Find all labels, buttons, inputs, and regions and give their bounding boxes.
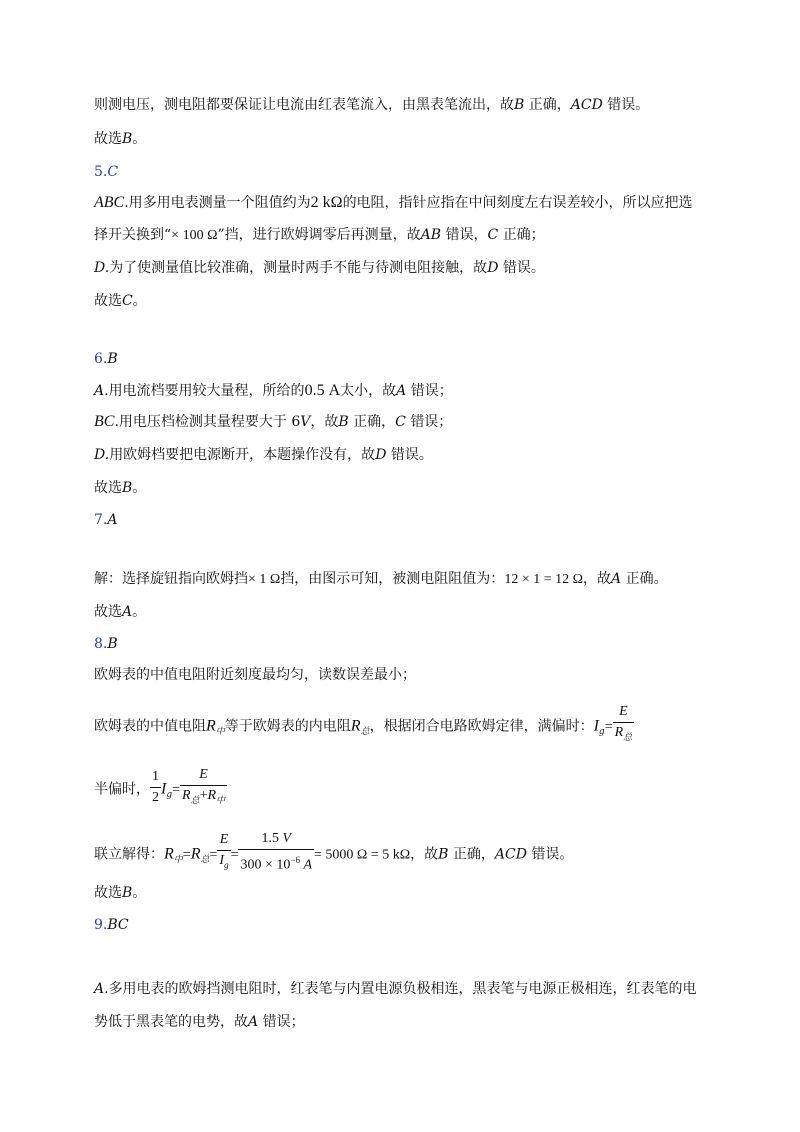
equals: =: [209, 847, 218, 863]
text-line: [94, 291, 147, 311]
text: 。: [132, 885, 147, 901]
option-letter: C: [395, 414, 406, 430]
text: ”挡，进行欧姆调零后再测量，故: [217, 227, 421, 243]
text-line: [94, 883, 146, 903]
subscript: 中: [215, 727, 225, 738]
option-letter: D: [375, 447, 387, 463]
text: 错误。: [607, 97, 650, 113]
math-symbol: I: [161, 780, 167, 798]
text: 错误。: [531, 846, 574, 863]
text: 错误；: [262, 1014, 305, 1030]
text-line: [94, 95, 649, 115]
text: .用多用电表测量一个阻值约为: [124, 195, 311, 211]
text: 错误。: [502, 260, 545, 276]
text: .用电压档检测其量程要大于 6: [114, 414, 301, 430]
text: 太小，故: [340, 383, 397, 399]
q-num: 9.: [94, 917, 108, 933]
text-line: [94, 445, 433, 465]
text: 错误。: [390, 447, 433, 463]
option-letter: A.: [94, 981, 109, 997]
formula-line: [94, 832, 573, 880]
text: 用电流档要用较大量程，所给的: [108, 383, 305, 399]
subscript: 总: [360, 727, 370, 738]
q-answer: A: [107, 512, 118, 528]
option-letter: D.: [94, 447, 110, 463]
numerator: E: [619, 704, 628, 719]
denominator: 2: [152, 789, 159, 805]
q-answer: B: [107, 636, 118, 652]
option-letter: B: [122, 131, 133, 147]
option-letter: B: [438, 846, 449, 863]
math: 2 kΩ: [310, 194, 343, 211]
fraction: [238, 830, 314, 875]
math-symbol: R: [190, 845, 201, 863]
equals: =: [172, 782, 180, 798]
text-line: [94, 979, 697, 999]
text: 择开关换到“: [94, 227, 172, 243]
question-number: [94, 349, 118, 369]
option-letter: A.: [94, 383, 109, 399]
text: 正确。: [625, 571, 668, 587]
text: 错误；: [410, 414, 453, 430]
text: 联立解得：: [94, 846, 164, 863]
text: 错误，: [445, 227, 488, 243]
option-letter: A: [396, 383, 407, 399]
subscript: 总: [200, 855, 210, 866]
math: × 1 Ω: [248, 572, 281, 587]
numerator: 1.5 V: [261, 831, 292, 846]
option-letter: B: [338, 414, 349, 430]
q-answer: B: [107, 351, 118, 367]
option-letter: A: [248, 1014, 259, 1030]
math-symbol: R: [164, 845, 174, 863]
math: × 100 Ω: [171, 228, 218, 243]
question-number: [94, 915, 129, 935]
question-number: [94, 634, 118, 654]
equals: =: [182, 847, 191, 863]
option-letter: AB: [420, 227, 442, 243]
math-symbol: R: [206, 717, 216, 735]
option-letter: D: [487, 260, 499, 276]
question-number: [94, 510, 117, 530]
text-line: [94, 478, 146, 498]
unit: V: [300, 414, 311, 430]
numerator: E: [219, 831, 229, 847]
text: 势低于黑表笔的电势，故: [94, 1014, 248, 1030]
q-answer: C: [107, 164, 119, 180]
text: 用欧姆档要把电源断开，本题操作没有，故: [109, 447, 376, 463]
option-letter: BC: [94, 413, 115, 430]
text: 多用电表的欧姆挡测电阻时，红表笔与内置电源负极相连，黑表笔与电源正极相连，红表笔的电: [108, 981, 697, 997]
option-letter: B: [122, 885, 133, 901]
subscript: g: [598, 727, 605, 738]
text: 挡，由图示可知，被测电阻阻值为：: [280, 571, 505, 587]
option-letter: A: [122, 604, 133, 620]
text-line: [94, 602, 146, 622]
text-line: [94, 665, 416, 685]
text: 等于欧姆表的内电阻: [224, 718, 351, 735]
text: 故选: [94, 480, 122, 496]
math-symbol: I: [593, 717, 599, 735]
option-letter: C: [487, 227, 499, 243]
text: 欧姆表的中值电阻附近刻度最均匀，读数误差最小；: [94, 667, 416, 683]
fraction: [217, 831, 230, 874]
text: 的电阻，指针应指在中间刻度左右误差较小，所以应把选: [342, 195, 693, 211]
text-line: [94, 381, 453, 401]
text: 则测电压，测电阻都要保证让电流由红表笔流入，由黑表笔流出，故: [94, 97, 514, 113]
text: ，故: [310, 414, 339, 430]
text-line: [94, 569, 668, 590]
text-line: [94, 193, 693, 213]
option-letter: B: [514, 97, 525, 113]
q-num: 6.: [94, 351, 108, 367]
option-letter: ACD: [570, 97, 603, 113]
formula-line: [94, 705, 634, 752]
denominator: $300 \times 10^{-6}$ A: [240, 855, 313, 873]
text: 。: [132, 604, 147, 620]
option-letter: ABC: [94, 194, 125, 211]
denominator: $I_g$: [219, 852, 229, 870]
text: 。: [132, 293, 147, 309]
subscript: 中: [173, 855, 183, 866]
numerator: 1: [152, 768, 159, 784]
text: 故选: [94, 885, 122, 901]
option-letter: D.: [94, 260, 110, 276]
text: ，故: [583, 571, 612, 587]
text: 。: [132, 480, 147, 496]
text: 为了使测量值比较准确，测量时两手不能与待测电阻接触，故: [109, 260, 488, 276]
text: 正确，: [452, 846, 495, 863]
option-letter: B: [122, 480, 133, 496]
math: 0.5 A: [304, 382, 341, 399]
fraction: [150, 768, 161, 807]
numerator: E: [199, 767, 208, 782]
text: 正确，: [528, 97, 571, 113]
question-number: [94, 162, 118, 182]
text: 故选: [94, 131, 122, 147]
text: 错误；: [410, 383, 453, 399]
equals: =: [230, 847, 239, 863]
denominator: $R_总+R_中$: [182, 788, 226, 805]
option-letter: ACD: [494, 846, 527, 863]
fraction: [180, 766, 227, 809]
q-num: 5.: [94, 164, 108, 180]
text: ，根据闭合电路欧姆定律，满偏时：: [369, 718, 594, 735]
subscript: g: [166, 790, 173, 801]
option-letter: C: [122, 293, 133, 309]
text-line: [94, 225, 545, 246]
text: 故选: [94, 293, 122, 309]
math: 12 × 1 = 12 Ω: [504, 572, 584, 587]
q-num: 7.: [94, 512, 108, 528]
fraction: [613, 703, 635, 746]
text: 正确；: [502, 227, 545, 243]
q-answer: BC: [107, 917, 129, 933]
text: 故选: [94, 604, 122, 620]
math: = 5000 Ω = 5 kΩ: [314, 847, 411, 863]
text-line: [94, 129, 146, 149]
q-num: 8.: [94, 636, 108, 652]
option-letter: A: [611, 571, 622, 587]
text: 半偏时，: [94, 781, 150, 798]
text: ，故: [410, 846, 439, 863]
formula-line: [94, 768, 227, 815]
math-symbol: R: [350, 717, 361, 735]
denominator: $R_总$: [614, 725, 633, 742]
text-line: [94, 412, 452, 432]
text: 。: [132, 131, 147, 147]
text: 解：选择旋钮指向欧姆挡: [94, 571, 248, 587]
text: 正确，: [353, 414, 396, 430]
text: 欧姆表的中值电阻: [94, 718, 206, 735]
text-line: [94, 258, 545, 278]
text-line: [94, 1012, 305, 1032]
equals: =: [604, 719, 613, 735]
